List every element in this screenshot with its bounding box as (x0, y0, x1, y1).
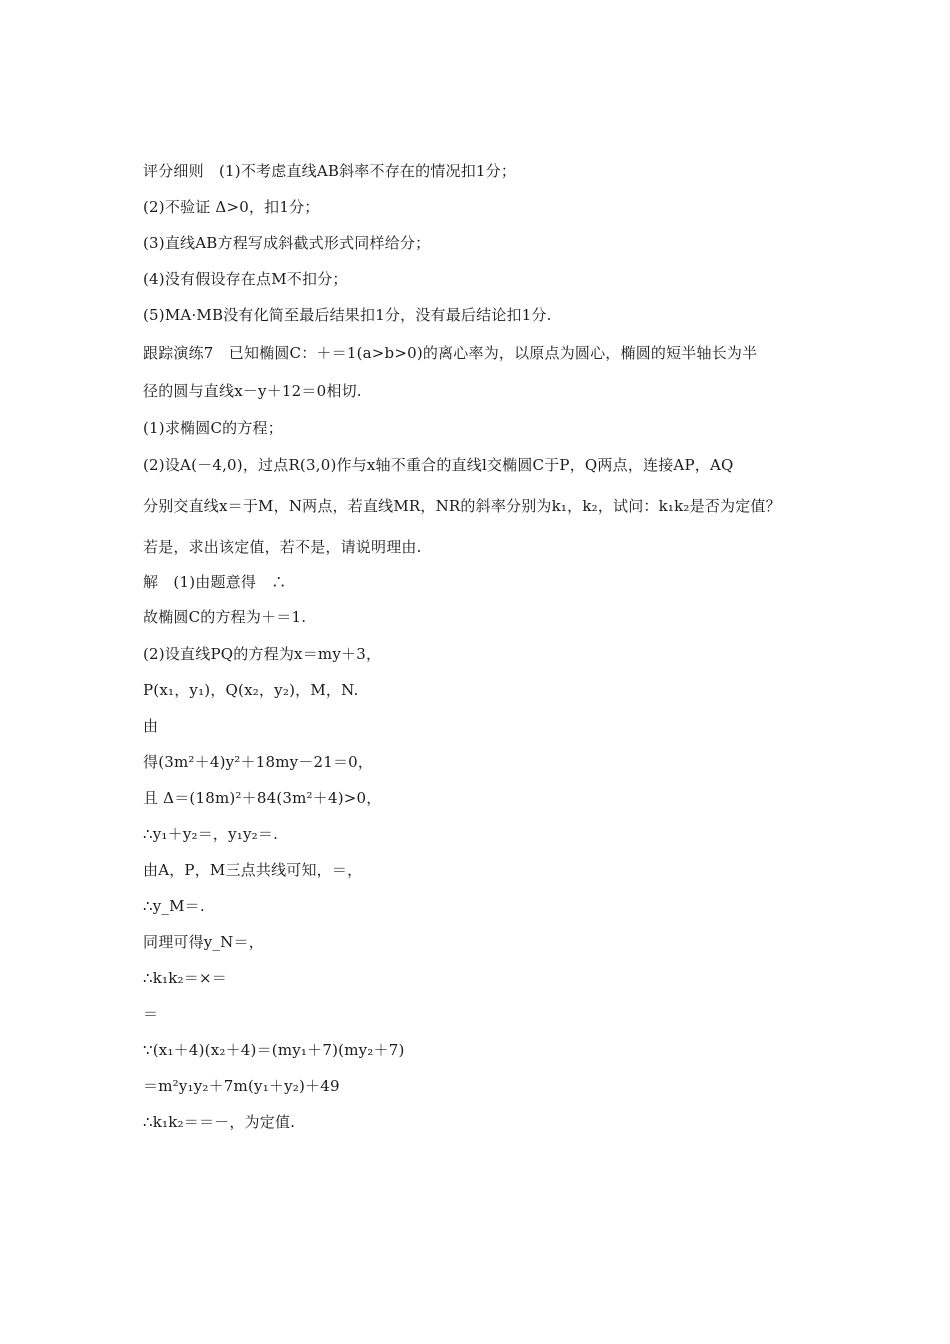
solution-2-equation: 得(3m²＋4)y²＋18my－21＝0， (143, 753, 374, 771)
solution-2-yn: 同理可得y_N＝， (143, 933, 264, 951)
solution-2-line: (2)设直线PQ的方程为x＝my＋3， (143, 645, 382, 663)
scoring-rule-4: (4)没有假设存在点M不扣分； (143, 270, 348, 288)
solution-2-points: P(x₁，y₁)，Q(x₂，y₂)，M，N. (143, 681, 359, 699)
scoring-rule-1: 评分细则 (1)不考虑直线AB斜率不存在的情况扣1分； (143, 162, 517, 180)
scoring-rule-2: (2)不验证 Δ>0，扣1分； (143, 198, 320, 216)
solution-1-result: 故椭圆C的方程为＋＝1. (143, 608, 307, 626)
solution-2-equals: ＝ (143, 1005, 159, 1023)
solution-2-ym: ∴y_M＝. (143, 897, 205, 915)
exercise-intro: 跟踪演练7 已知椭圆C：＋＝1(a>b>0)的离心率为，以原点为圆心，椭圆的短半轴长为半 (143, 344, 758, 362)
question-2: (2)设A(－4,0)，过点R(3,0)作与x轴不重合的直线l交椭圆C于P，Q两点，连接AP，AQ (143, 456, 734, 474)
solution-2-discriminant: 且 Δ＝(18m)²＋84(3m²＋4)>0， (143, 789, 382, 807)
scoring-rule-5: (5)MA·MB没有化简至最后结果扣1分，没有最后结论扣1分. (143, 306, 552, 324)
question-2-cont: 分别交直线x＝于M，N两点，若直线MR，NR的斜率分别为k₁，k₂，试问：k₁k₂是否为定值？ (143, 497, 781, 515)
solution-2-conclusion: ∴k₁k₂＝＝－，为定值. (143, 1113, 296, 1131)
solution-2-collinear: 由A，P，M三点共线可知，＝， (143, 861, 363, 879)
scoring-rule-3: (3)直线AB方程写成斜截式形式同样给分； (143, 234, 431, 252)
solution-2-vieta: ∴y₁＋y₂＝，y₁y₂＝. (143, 825, 279, 843)
question-2-end: 若是，求出该定值，若不是，请说明理由. (143, 538, 422, 556)
solution-2-from: 由 (143, 717, 159, 735)
solution-1: 解 (1)由题意得 ∴ (143, 573, 287, 591)
solution-2-product: ∴k₁k₂＝×＝ (143, 969, 227, 987)
exercise-intro-cont: 径的圆与直线x－y＋12＝0相切. (143, 382, 362, 400)
question-1: (1)求椭圆C的方程； (143, 419, 283, 437)
solution-2-expand: ＝m²y₁y₂＋7m(y₁＋y₂)＋49 (143, 1077, 340, 1095)
solution-2-because: ∵(x₁＋4)(x₂＋4)＝(my₁＋7)(my₂＋7) (143, 1041, 405, 1059)
